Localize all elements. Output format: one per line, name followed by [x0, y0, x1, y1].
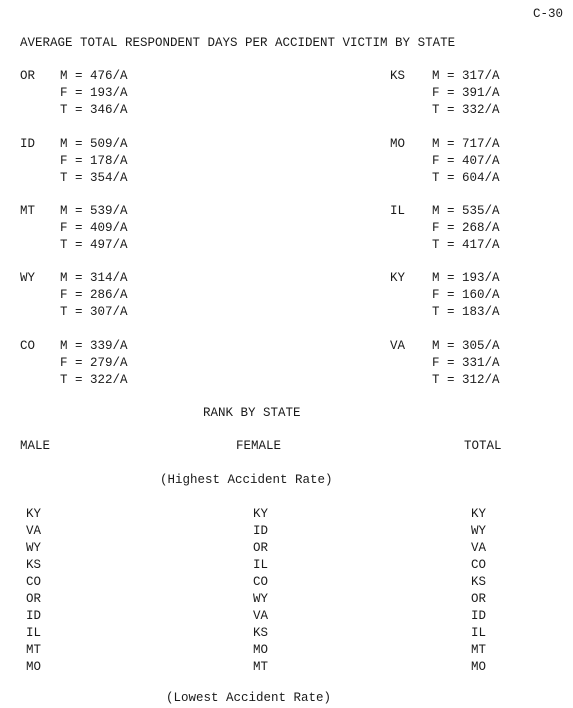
- female-average: F = 193/A: [60, 86, 128, 100]
- male-rank-item: KY: [26, 507, 42, 521]
- female-column-header: FEMALE: [236, 439, 282, 453]
- total-rank-item: KS: [471, 575, 487, 589]
- state-code: WY: [20, 271, 36, 285]
- male-rank-item: ID: [26, 609, 42, 623]
- male-rank-item: CO: [26, 575, 42, 589]
- male-average: M = 193/A: [432, 271, 500, 285]
- male-rank-item: MT: [26, 643, 42, 657]
- female-rank-item: MO: [253, 643, 269, 657]
- total-rank-item: VA: [471, 541, 487, 555]
- total-rank-item: ID: [471, 609, 487, 623]
- female-rank-list: [253, 506, 268, 676]
- female-average: F = 279/A: [60, 356, 128, 370]
- page-number: C-30: [533, 7, 564, 21]
- female-rank-item: IL: [253, 558, 269, 572]
- state-code: KY: [390, 271, 406, 285]
- male-rank-list: [26, 506, 41, 676]
- male-rank-item: KS: [26, 558, 42, 572]
- female-rank-item: KY: [253, 507, 269, 521]
- female-average: F = 331/A: [432, 356, 500, 370]
- male-average: M = 314/A: [60, 271, 128, 285]
- female-average: F = 391/A: [432, 86, 500, 100]
- total-average: T = 307/A: [60, 305, 128, 319]
- male-average: M = 476/A: [60, 69, 128, 83]
- total-average: T = 346/A: [60, 103, 128, 117]
- total-average: T = 417/A: [432, 238, 500, 252]
- male-rank-item: OR: [26, 592, 42, 606]
- female-average: F = 160/A: [432, 288, 500, 302]
- state-code: VA: [390, 339, 406, 353]
- male-average: M = 317/A: [432, 69, 500, 83]
- state-code: MT: [20, 204, 36, 218]
- female-average: F = 409/A: [60, 221, 128, 235]
- male-rank-item: WY: [26, 541, 42, 555]
- female-average: F = 407/A: [432, 154, 500, 168]
- female-rank-item: KS: [253, 626, 269, 640]
- female-average: F = 268/A: [432, 221, 500, 235]
- female-rank-item: MT: [253, 660, 269, 674]
- rank-section-title: RANK BY STATE: [203, 406, 301, 420]
- male-average: M = 535/A: [432, 204, 500, 218]
- total-average: T = 312/A: [432, 373, 500, 387]
- total-rank-item: OR: [471, 592, 487, 606]
- male-rank-item: VA: [26, 524, 42, 538]
- female-rank-item: CO: [253, 575, 269, 589]
- total-rank-item: MO: [471, 660, 487, 674]
- page-title: AVERAGE TOTAL RESPONDENT DAYS PER ACCIDENT VICTIM BY STATE: [20, 36, 456, 50]
- total-rank-item: KY: [471, 507, 487, 521]
- female-rank-item: OR: [253, 541, 269, 555]
- total-average: T = 183/A: [432, 305, 500, 319]
- total-rank-item: MT: [471, 643, 487, 657]
- state-code: OR: [20, 69, 36, 83]
- state-code: IL: [390, 204, 406, 218]
- female-rank-item: WY: [253, 592, 269, 606]
- female-rank-item: VA: [253, 609, 269, 623]
- male-average: M = 539/A: [60, 204, 128, 218]
- female-average: F = 178/A: [60, 154, 128, 168]
- total-average: T = 354/A: [60, 171, 128, 185]
- male-average: M = 305/A: [432, 339, 500, 353]
- total-rank-item: CO: [471, 558, 487, 572]
- lowest-rate-note: (Lowest Accident Rate): [166, 691, 332, 705]
- total-average: T = 604/A: [432, 171, 500, 185]
- total-average: T = 322/A: [60, 373, 128, 387]
- male-rank-item: IL: [26, 626, 42, 640]
- male-rank-item: MO: [26, 660, 42, 674]
- male-average: M = 717/A: [432, 137, 500, 151]
- total-average: T = 497/A: [60, 238, 128, 252]
- state-code: CO: [20, 339, 36, 353]
- male-column-header: MALE: [20, 439, 51, 453]
- state-code: MO: [390, 137, 406, 151]
- female-average: F = 286/A: [60, 288, 128, 302]
- male-average: M = 509/A: [60, 137, 128, 151]
- total-rank-item: IL: [471, 626, 487, 640]
- total-rank-list: [471, 506, 486, 676]
- highest-rate-note: (Highest Accident Rate): [160, 473, 333, 487]
- state-code: ID: [20, 137, 36, 151]
- state-code: KS: [390, 69, 406, 83]
- male-average: M = 339/A: [60, 339, 128, 353]
- total-average: T = 332/A: [432, 103, 500, 117]
- total-column-header: TOTAL: [464, 439, 502, 453]
- total-rank-item: WY: [471, 524, 487, 538]
- female-rank-item: ID: [253, 524, 269, 538]
